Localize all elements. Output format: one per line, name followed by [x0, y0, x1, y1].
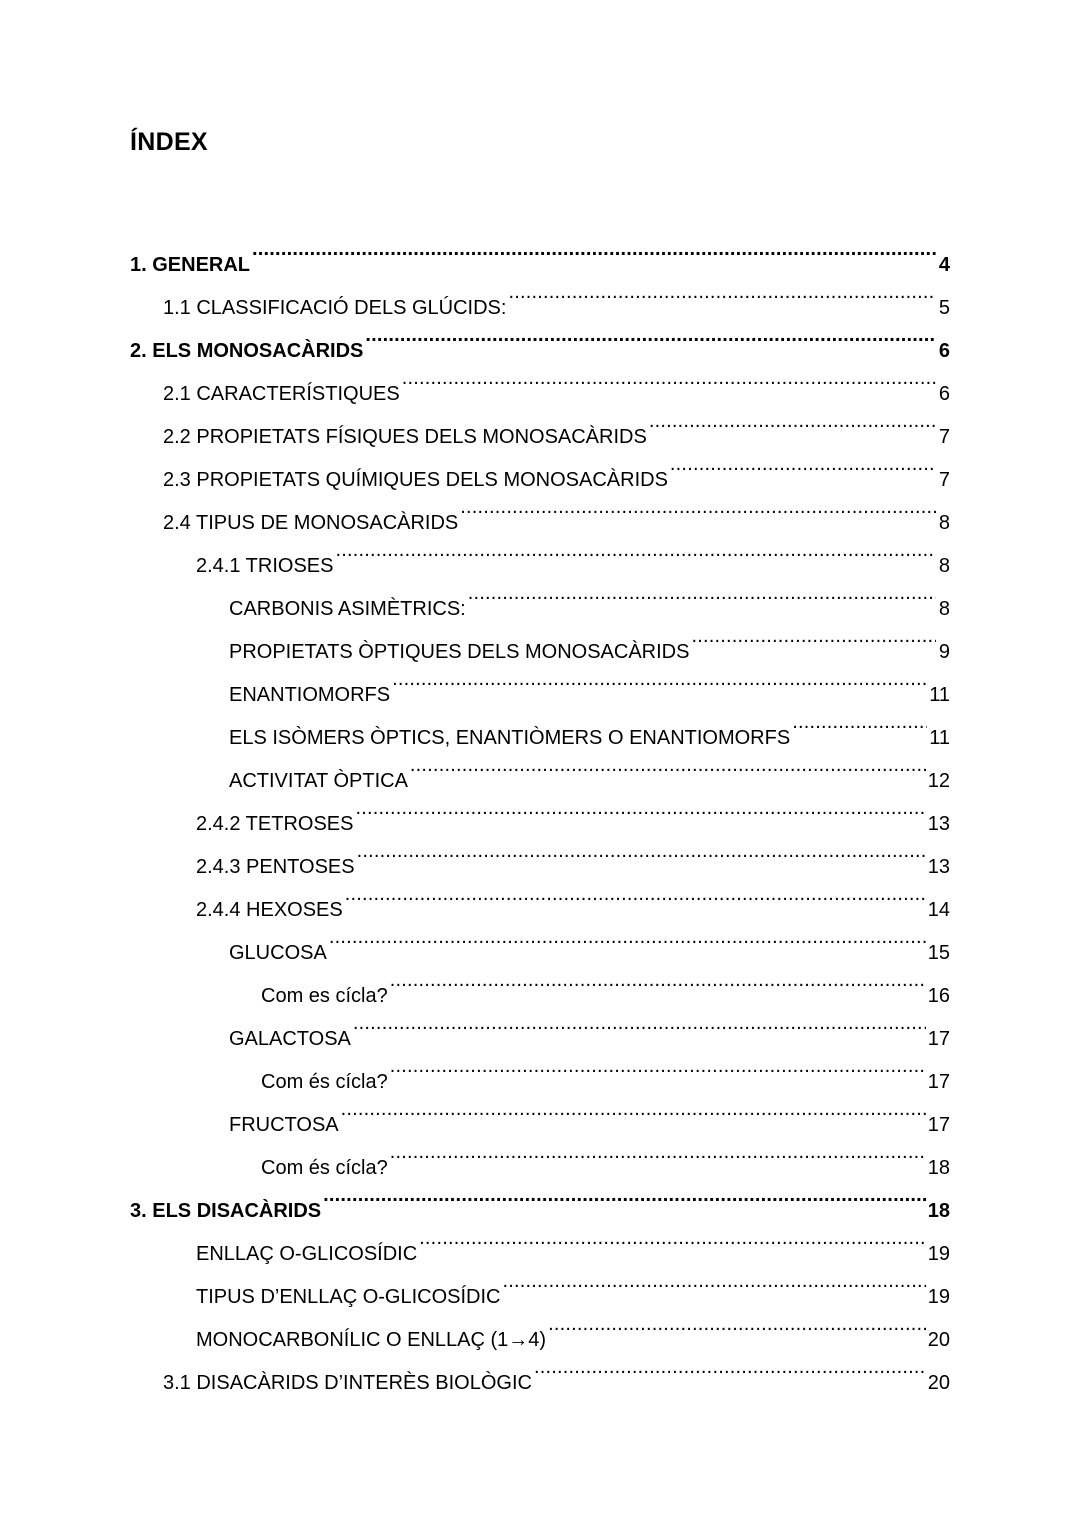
toc-entry-label: 2.4 TIPUS DE MONOSACÀRIDS	[163, 512, 459, 534]
toc-entry-page-number: 5	[938, 297, 950, 319]
toc-entry-label: 2.3 PROPIETATS QUÍMIQUES DELS MONOSACÀRIDS	[163, 469, 668, 491]
toc-dot-leader	[670, 443, 936, 486]
toc-entry-page-number: 6	[938, 340, 950, 362]
toc-entry-page-number: 14	[927, 899, 950, 921]
toc-entry-page-number: 18	[927, 1157, 950, 1179]
toc-entry-label: 2.4.2 TETROSES	[196, 813, 354, 835]
toc-entry-label: Com es cícla?	[261, 985, 388, 1007]
toc-entry-page-number: 4	[938, 254, 950, 276]
toc-entry-label: Com és cícla?	[261, 1071, 388, 1093]
toc-entry-label: TIPUS D’ENLLAÇ O-GLICOSÍDIC	[196, 1286, 501, 1308]
toc-dot-leader	[355, 787, 925, 830]
toc-dot-leader	[329, 916, 926, 959]
toc-entry-page-number: 16	[927, 985, 950, 1007]
toc-entry-label: ENLLAÇ O-GLICOSÍDIC	[196, 1243, 418, 1265]
toc-entry[interactable]	[130, 1088, 950, 1136]
toc-entry-page-number: 13	[927, 813, 950, 835]
toc-entry-page-number: 19	[927, 1243, 950, 1265]
toc-dot-leader	[691, 615, 936, 658]
toc-dot-leader	[252, 228, 936, 271]
toc-entry-page-number: 12	[927, 770, 950, 792]
toc-entry-page-number: 7	[938, 469, 950, 491]
toc-entry-page-number: 11	[929, 684, 950, 706]
toc-dot-leader	[390, 959, 926, 1002]
toc-dot-leader	[335, 529, 936, 572]
toc-dot-leader	[365, 314, 936, 357]
toc-dot-leader	[357, 830, 926, 873]
toc-entry-page-number: 7	[938, 426, 950, 448]
toc-entry-page-number: 18	[927, 1200, 950, 1222]
toc-entry-page-number: 8	[938, 555, 950, 577]
toc-entry-label: MONOCARBONÍLIC O ENLLAÇ (1→4)	[196, 1329, 547, 1351]
toc-dot-leader	[410, 744, 926, 787]
toc-dot-leader	[392, 658, 927, 701]
toc-entry-label: 1.1 CLASSIFICACIÓ DELS GLÚCIDS:	[163, 297, 507, 319]
toc-dot-leader	[548, 1303, 926, 1346]
toc-entry-label: GALACTOSA	[229, 1028, 351, 1050]
toc-entry-label: 2. ELS MONOSACÀRIDS	[130, 340, 364, 362]
page-title: ÍNDEX	[130, 128, 208, 156]
toc-dot-leader	[353, 1002, 926, 1045]
toc-dot-leader	[345, 873, 926, 916]
toc-entry-page-number: 17	[927, 1114, 950, 1136]
toc-dot-leader	[649, 400, 936, 443]
toc-dot-leader	[390, 1045, 926, 1088]
toc-entry-page-number: 8	[938, 598, 950, 620]
toc-entry-label: GLUCOSA	[229, 942, 327, 964]
toc-entry-page-number: 11	[929, 727, 950, 749]
toc-entry[interactable]	[130, 1002, 950, 1050]
toc-entry[interactable]	[130, 1174, 950, 1222]
toc-entry-label: 3. ELS DISACÀRIDS	[130, 1200, 322, 1222]
toc-entry-page-number: 20	[927, 1372, 950, 1394]
toc-entry-label: ACTIVITAT ÒPTICA	[229, 770, 408, 792]
toc-entry-label: 2.2 PROPIETATS FÍSIQUES DELS MONOSACÀRIDS	[163, 426, 647, 448]
toc-entry-label: 2.4.1 TRIOSES	[196, 555, 334, 577]
toc-entry[interactable]	[130, 271, 950, 319]
toc-entry-label: ELS ISÒMERS ÒPTICS, ENANTIÒMERS O ENANTIOMORFS	[229, 727, 791, 749]
toc-dot-leader	[323, 1174, 926, 1217]
toc-entry-page-number: 8	[938, 512, 950, 534]
toc-entry-page-number: 20	[927, 1329, 950, 1351]
toc-entry-page-number: 6	[938, 383, 950, 405]
table-of-contents	[130, 228, 950, 1394]
toc-entry-page-number: 17	[927, 1071, 950, 1093]
toc-entry-label: ENANTIOMORFS	[229, 684, 391, 706]
toc-entry-label: CARBONIS ASIMÈTRICS:	[229, 598, 466, 620]
toc-dot-leader	[460, 486, 936, 529]
toc-dot-leader	[419, 1217, 926, 1260]
toc-entry-page-number: 17	[927, 1028, 950, 1050]
toc-dot-leader	[341, 1088, 926, 1131]
toc-entry-page-number: 9	[938, 641, 950, 663]
toc-entry[interactable]	[130, 228, 950, 276]
toc-entry-label: 3.1 DISACÀRIDS D’INTERÈS BIOLÒGIC	[163, 1372, 532, 1394]
toc-dot-leader	[468, 572, 936, 615]
toc-dot-leader	[402, 357, 936, 400]
toc-entry-label: 2.1 CARACTERÍSTIQUES	[163, 383, 400, 405]
toc-dot-leader	[503, 1260, 926, 1303]
toc-entry-label: FRUCTOSA	[229, 1114, 339, 1136]
toc-dot-leader	[390, 1131, 926, 1174]
toc-dot-leader	[508, 271, 936, 314]
toc-entry-label: PROPIETATS ÒPTIQUES DELS MONOSACÀRIDS	[229, 641, 690, 663]
toc-dot-leader	[792, 701, 927, 744]
toc-dot-leader	[534, 1346, 926, 1389]
toc-entry-label: Com és cícla?	[261, 1157, 388, 1179]
toc-entry-page-number: 13	[927, 856, 950, 878]
toc-entry-page-number: 15	[927, 942, 950, 964]
toc-entry-label: 1. GENERAL	[130, 254, 251, 276]
toc-entry-label: 2.4.4 HEXOSES	[196, 899, 343, 921]
toc-entry-label: 2.4.3 PENTOSES	[196, 856, 355, 878]
toc-entry-page-number: 19	[927, 1286, 950, 1308]
